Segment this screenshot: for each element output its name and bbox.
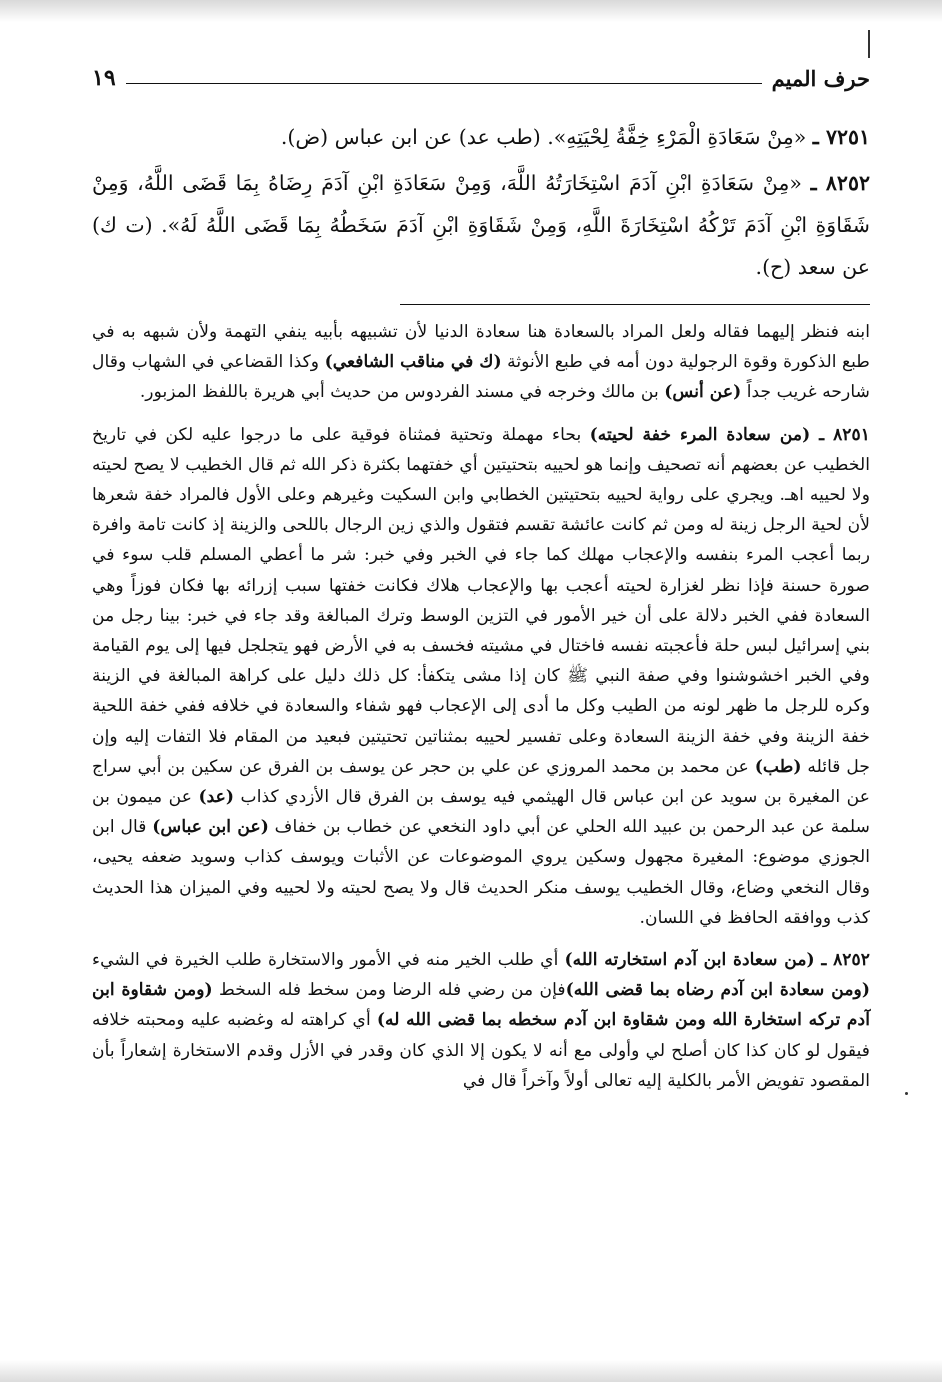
scan-mark bbox=[868, 30, 870, 58]
quoted-matn: (ومن سعادة ابن آدم رضاه بما قضى الله) bbox=[565, 980, 870, 1001]
footnote-separator bbox=[400, 304, 870, 305]
quoted-matn: (من سعادة المرء خفة لحيته) bbox=[589, 424, 811, 445]
page-number: ١٩ bbox=[92, 65, 116, 91]
source-ref: (عد) bbox=[198, 787, 235, 808]
scan-edge-top bbox=[0, 0, 942, 22]
source-ref: (عن أنس) bbox=[664, 382, 742, 403]
commentary-text: عن ميمون بن سلمة عن عبد الرحمن بن عبيد الله الحلي عن أبي داود النخعي عن خطاب بن خفاف bbox=[92, 787, 870, 838]
hadith-entry bbox=[92, 162, 870, 288]
commentary-paragraph bbox=[92, 420, 870, 933]
chapter-title: حرف الميم bbox=[771, 65, 870, 91]
commentary-text: عن محمد بن محمد المروزي عن علي بن حجر عن يوسف بن الفرق عن سكين بن أبي سراج عن المغيرة بن سويد عن ابن عباس قال الهيثمي فيه يوسف بن الفرق قال الأزدي كذاب bbox=[92, 756, 870, 808]
commentary-number: ٨٢٥٢ ـ bbox=[814, 950, 870, 971]
source-ref: (طب) bbox=[754, 756, 802, 777]
scan-edge-bottom bbox=[0, 1360, 942, 1382]
commentary-text: بن مالك وخرجه في مسند الفردوس من حديث أبي هريرة باللفظ المزبور. bbox=[139, 382, 665, 403]
source-ref: (عن ابن عباس) bbox=[152, 817, 269, 838]
commentary-text: وكذا القضاعي في الشهاب وقال شارحه غريب جداً bbox=[92, 352, 870, 403]
scan-speck bbox=[905, 1092, 908, 1095]
hadith-text: «مِنْ سَعَادَةِ الْمَرْءِ خِفَّةُ لِحْيَتِهِ». (طب عد) عن ابن عباس (ض). bbox=[280, 125, 807, 149]
commentary-text: قال ابن الجوزي موضوع: المغيرة مجهول وسكين يروي الموضوعات عن الأثبات ويوسف كذاب وسويد ضعفه يحيى، وقال النخعي وضاع، وقال الخطيب يوسف منكر الحديث قال ولا يصح لحيته ولا لحييه وفي الميزان هذا الحديث كذب ووافقه الحافظ في اللسان. bbox=[92, 817, 870, 928]
commentary-paragraph bbox=[92, 317, 870, 408]
quoted-matn: (من سعادة ابن آدم استخارته الله) bbox=[564, 950, 815, 971]
commentary-text: أي طلب الخير منه في الأمور والاستخارة طلب الخيرة في الشيء bbox=[92, 950, 565, 971]
commentary-paragraph bbox=[92, 945, 870, 1096]
commentary-text: ابنه فنظر إليهما فقاله ولعل المراد بالسعادة هنا سعادة الدنيا لأن تشبيهه بأبيه ينفي التهمة ولأن شبهه به في طبع الذكورة وقوة الرجولية دون أمه في طبع الأنوثة bbox=[92, 322, 870, 373]
commentary-text: فإن من رضي فله الرضا ومن سخط فله السخط bbox=[212, 980, 566, 1001]
hadith-number: ٨٢٥٢ ـ bbox=[810, 171, 870, 195]
hadith-text: «مِنْ سَعَادَةِ ابْنِ آدَمَ اسْتِخَارَتُهُ اللَّهَ، وَمِنْ سَعَادَةِ ابْنِ آدَمَ رِضَاهُ بِمَا قَضَى اللَّهُ، وَمِنْ شَقَاوَةِ ابْنِ آدَمَ تَرْكُهُ اسْتِخَارَةَ اللَّهِ، وَمِنْ شَقَاوَةِ ابْنِ آدَمَ سَخَطُهُ بِمَا قَضَى اللَّهُ لَهُ». (ت ك) عن سعد (ح). bbox=[92, 171, 870, 279]
quoted-matn: (ومن شقاوة ابن آدم تركه استخارة الله ومن شقاوة ابن آدم سخطه بما قضى الله له) bbox=[92, 980, 870, 1031]
page-header bbox=[92, 58, 870, 98]
header-rule bbox=[126, 83, 762, 84]
source-ref: (ك في مناقب الشافعي) bbox=[324, 352, 502, 373]
commentary-number: ٨٢٥١ ـ bbox=[810, 424, 870, 445]
commentary-text: بحاء مهملة وتحتية فمثناة فوقية على ما درجوا عليه لكن في تاريخ الخطيب عن بعضهم أنه تصحيف وإنما هو لحييه بتحتيتين أي خفتهما بكثرة ذكر الله ثم قال الخطيب لا يصح لحيته ولا لحييه اهـ. ويجري على رواية لحييه بتحتيتين الخطابي وابن السكيت وغيرهم وعلى الأول فالمراد خفة شعرها لأن لحية الرجل زينة له ومن ثم كانت عائشة تقسم فتقول والذي زين الرجال باللحى والزينة إذ كانت تامة وافرة ربما أعجب المرء بنفسه والإعجاب مهلك كما جاء في الخبر وفي خبر: شر ما أعطي المسلم قلب سوء في صورة حسنة فإذا نظر لغزارة لحيته أعجب بها والإعجاب هلاك فكانت خفتها سبب إزرائه بها فكان فوزاً وهي السعادة ففي الخبر دلالة على أن خير الأمور في التزين الوسط وترك المبالغة وقد جاء في خبر: بينا رجل من بني إسرائيل لبس حلة فأعجبته نفسه فاختال في مشيته فخسف به في الأرض فهو يتجلجل فيها إلى يوم القيامة وفي الخبر اخشوشنوا وفي صفة النبي ﷺ كان إذا مشى يتكفأ: كل ذلك دليل على كراهة المبالغة في الزينة وكره للرجل ما ظهر لونه من الطيب وكل ما أدى إلى الإعجاب فهو شفاء والسعادة في خلافه ففي خفة اللحية خفة الزينة وفي خفة الزينة السعادة وعلى تفسير لحييه بمثناتين تحتيتين فبعيد من المقام فلا التفات إليه وإن جل قائله bbox=[92, 424, 871, 777]
hadith-entry bbox=[92, 116, 870, 158]
hadith-number: ٧٢٥١ ـ bbox=[812, 125, 870, 149]
commentary-text: أي كراهته له وغضبه عليه ومحبته خلافه فيقول لو كان كذا كان أصلح لي وأولى مع أنه لا يكون إلا الذي كان وقدر في الأزل وقدم الاستخارة إشعاراً بأن المقصود تفويض الأمر بالكلية إليه تعالى أولاً وآخراً قال في bbox=[92, 1010, 870, 1091]
